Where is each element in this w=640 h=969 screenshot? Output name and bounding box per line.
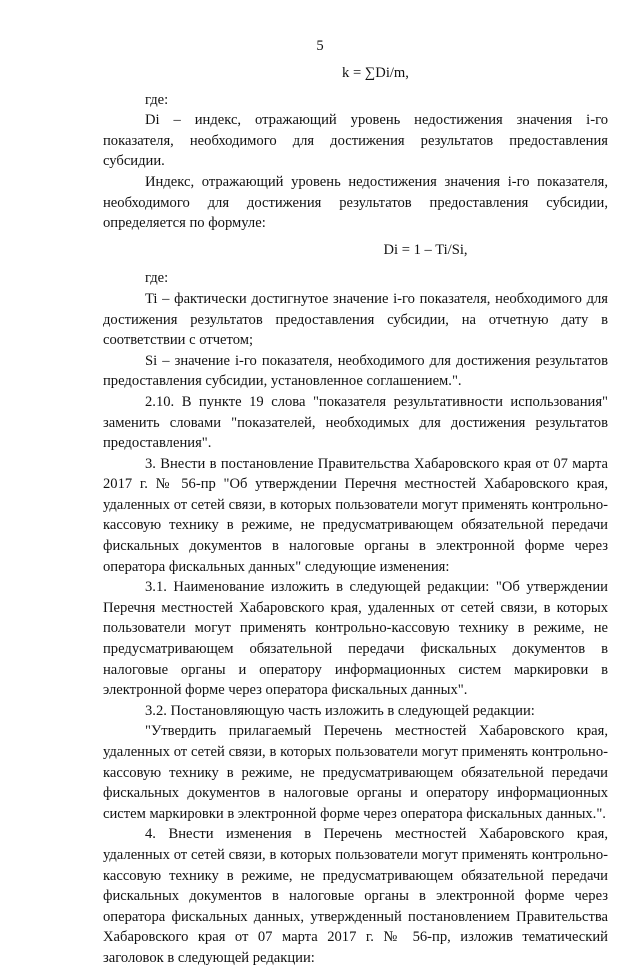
where-label-1: где:: [145, 91, 169, 108]
where-label-2: где:: [145, 270, 169, 287]
paragraph-index: Индекс, отражающий уровень недостижения значения i-го показателя, необходимого для достижения результатов предоставления субсидии, определяется по формуле:: [103, 173, 608, 232]
page-number: 5: [316, 38, 324, 54]
paragraph-3-1: 3.1. Наименование изложить в следующей редакции: "Об утверждении Перечня местностей Хабаровского края, удаленных от сетей связи, в которых пользователи могут применять контрольно-кассовую технику в режиме, не предусматривающем обязательной передачи фискальных документов в налоговые органы и оператору информационных систем маркировки в электронной форме через оператора фискальных данных".: [103, 579, 608, 699]
definition-s: Si – значение i-го показателя, необходимого для достижения результатов предоставления субсидии, установленное соглашением.".: [103, 352, 608, 390]
formula-k: k = ∑Di/m,: [342, 65, 409, 81]
paragraph-3-2: 3.2. Постановляющую часть изложить в следующей редакции:: [145, 702, 535, 719]
formula-d: Di = 1 – Ti/Si,: [383, 241, 468, 258]
definition-d: Di – индекс, отражающий уровень недостижения значения i-го показателя, необходимого для достижения результатов предоставления субсидии.: [103, 112, 608, 170]
document-body: [103, 63, 608, 969]
paragraph-3: 3. Внести в постановление Правительства Хабаровского края от 07 марта 2017 г. № 56-пр "Об утверждении Перечня местностей Хабаровского края, удаленных от сетей связи, в которых пользователи могут применять контрольно-кассовую технику в режиме, не предусматривающем обязательной передачи фискальных документов в налоговые органы в электронной форме через оператора фискальных данных" следующие изменения:: [103, 455, 608, 575]
paragraph-4: 4. Внести изменения в Перечень местностей Хабаровского края, удаленных от сетей связи, в которых пользователи могут применять контрольно-кассовую технику в режиме, не предусматривающем обязательной передачи фискальных документов в налоговые органы в электронной форме через оператора фискальных данных, утвержденный постановлением Правительства Хабаровского края от 07 марта 2017 г. № 56-пр, изложив тематический заголовок в следующей редакции:: [103, 826, 608, 966]
definition-t: Ti – фактически достигнутое значение i-го показателя, необходимого для достижения результатов предоставления субсидии, на отчетную дату в соответствии с отчетом;: [103, 290, 608, 349]
paragraph-2-10: 2.10. В пункте 19 слова "показателя результативности использования" заменить словами "показателей, необходимых для достижения результатов предоставления".: [103, 393, 608, 452]
paragraph-quote: "Утвердить прилагаемый Перечень местностей Хабаровского края, удаленных от сетей связи, в которых пользователи могут применять контрольно-кассовую технику в режиме, не предусматривающем обязательной передачи фискальных документов в налоговые органы и оператору информационных систем маркировки в электронной форме через оператора фискальных данных.".: [103, 723, 608, 822]
